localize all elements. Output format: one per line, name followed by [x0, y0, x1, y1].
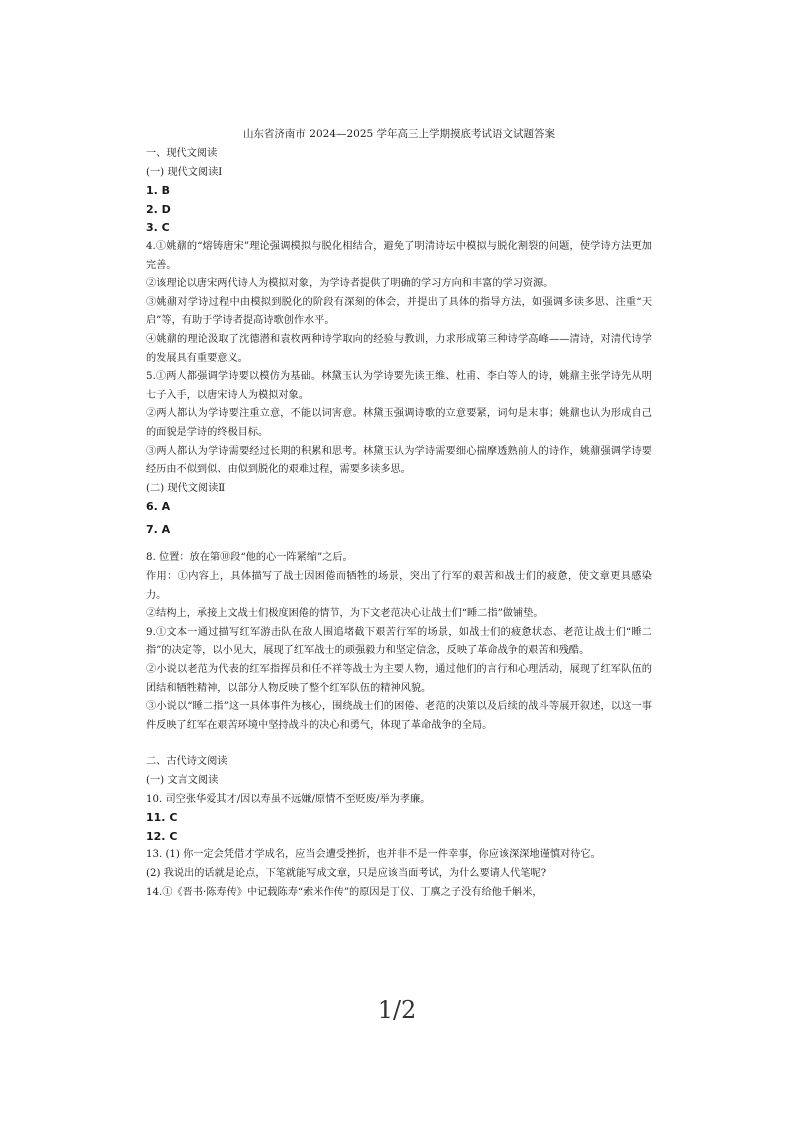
answer-q13-1: 13. (1) 你一定会凭借才学成名，应当会遭受挫折，也并非不是一件幸事，你应该深深地谨慎对待它。	[146, 849, 601, 861]
spacer	[146, 539, 652, 549]
section-heading: 二、古代诗文阅读	[146, 756, 228, 768]
answer-q11: 11. C	[146, 811, 178, 825]
answer-q10: 10. 司空张华爱其才/因以寿虽不远嫌/原情不至贬废/举为孝廉。	[146, 793, 431, 805]
answer-q1: 1. B	[146, 184, 171, 198]
spacer	[146, 735, 652, 753]
answer-q9-point-3: ③小说以“睡二指”这一具体事件为核心，围绕战士们的困倦、老范的决策以及后续的战斗等展开叙述，以这一事件反映了红军在艰苦环境中坚持战斗的决心和勇气，体现了革命战争的全局。	[146, 701, 652, 731]
answer-q4-point-3: ③姚鼐对学诗过程中由模拟到脱化的阶段有深刻的体会，并提出了具体的指导方法，如强调多读多思、注重“天启”等，有助于学诗者提高诗歌创作水平。	[146, 296, 652, 327]
answer-q8-position: 8. 位置：放在第⑩段“他的心一阵紧缩”之后。	[146, 552, 353, 564]
answer-q6: 6. A	[146, 500, 171, 514]
subsection-heading: (一) 现代文阅读Ⅰ	[146, 166, 223, 178]
answer-q5-point-3: ③两人都认为学诗需要经过长期的积累和思考。林黛玉认为学诗需要细心揣摩透熟前人的诗作，姚鼐强调学诗要经历由不似到似、由似到脱化的艰难过程，需要多读多思。	[146, 445, 652, 476]
answer-q4-point-4: ④姚鼐的理论汲取了沈德潜和袁枚两种诗学取向的经验与教训，力求形成第三种诗学高峰——清诗，对清代诗学的发展具有重要意义。	[146, 333, 652, 364]
answer-q5-point-2: ②两人都认为学诗要注重立意，不能以词害意。林黛玉强调诗歌的立意要紧，词句是末事；姚鼐也认为形成自己的面貌是学诗的终极目标。	[146, 408, 652, 438]
section-heading: 一、现代文阅读	[146, 148, 218, 159]
subsection-heading: (一) 文言文阅读	[146, 775, 219, 786]
page-number: 1/2	[377, 996, 417, 1024]
answer-q9-point-2: ②小说以老范为代表的红军指挥员和任不祥等战士为主要人物，通过他们的言行和心理活动，展现了红军队伍的团结和牺牲精神，以部分人物反映了整个红军队伍的精神风貌。	[146, 664, 652, 694]
answer-q3: 3. C	[146, 221, 170, 235]
answer-q8-effect-1: 作用：①内容上，具体描写了战士因困倦而牺牲的场景，突出了行军的艰苦和战士们的疲惫，使文章更具感染力。	[146, 571, 652, 601]
answer-q4-point-1: 4.①姚鼐的“熔铸唐宋”理论强调模拟与脱化相结合，避免了明清诗坛中模拟与脱化割裂的问题，使学诗方法更加完善。	[146, 240, 652, 271]
answer-q7: 7. A	[146, 522, 171, 536]
answer-q5-point-1: 5.①两人都强调学诗要以模仿为基础。林黛玉认为学诗要先读王维、杜甫、李白等人的诗，姚鼐主张学诗先从明七子入手，以唐宋诗人为模拟对象。	[146, 371, 652, 401]
answer-q2: 2. D	[146, 202, 171, 216]
answer-q12: 12. C	[146, 829, 178, 843]
answer-q9-point-1: 9.①文本一通过描写红军游击队在敌人围追堵截下艰苦行军的场景，如战士们的疲惫状态、老范让战士们“睡二指”的决定等，以小见大，展现了红军战士的顽强毅力和坚定信念，反映了革命战争的艰苦和残酷。	[146, 626, 652, 657]
answer-q13-2: (2) 我说出的话就是论点，下笔就能写成文章，只是应该当面考试，为什么要请人代笔呢?	[146, 867, 547, 879]
answer-q4-point-2: ②该理论以唐宋两代诗人为模拟对象，为学诗者提供了明确的学习方向和丰富的学习资源。	[146, 278, 554, 290]
answer-q14-point-1: 14.①《晋书·陈寿传》中记载陈寿“索米作传”的原因是丁仪、丁廙之子没有给他千斛米，	[146, 886, 543, 898]
answer-content	[146, 127, 652, 902]
answer-q8-effect-2: ②结构上，承接上文战士们极度困倦的情节，为下文老范决心让战士们“睡二指”做铺垫。	[146, 608, 544, 620]
subsection-heading: (二) 现代文阅读Ⅱ	[146, 482, 226, 494]
page-title: 山东省济南市 2024—2025 学年高三上学期摸底考试语文试题答案	[242, 128, 556, 140]
